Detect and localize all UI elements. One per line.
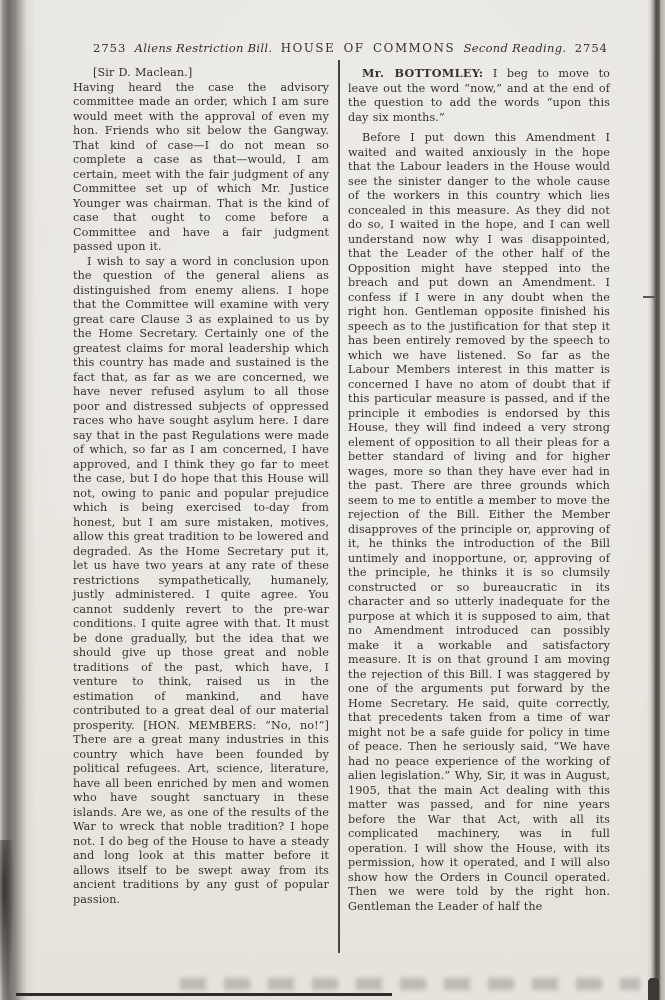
- running-title-left: Aliens Restriction Bill.: [134, 41, 273, 55]
- page-content: [73, 0, 610, 914]
- paragraph: I wish to say a word in conclusion upon the question of the general aliens as distinguished from enemy aliens. I hope that the Committee will examine with very great care Clause 3 as explained to us by the Home Secretary. Certainly one of the greatest claims for moral leadership which this country has made and sustained is the fact that, as far as we are concerned, we have never refused asylum to all those poor and distressed subjects of oppressed races who have sought asylum here. I dare say that in the past Regulations were made of which, so far as I am concerned, I have approved, and I think they go far to meet the case, but I do hope that this House will not, owing to panic and popular prejudice which is being exercised to-day from honest, but I am sure mistaken, motives, allow this great tradition to be lowered and degraded. As the Home Secretary put it, let us have two years at any rate of these restrictions sympathetically, humanely, justly administered. I quite agree. You cannot suddenly revert to the pre-war conditions. I quite agree with that. It must be done gradually, but the idea that we should give up those great and noble traditions of the past, which have, I venture to think, raised us in the estimation of mankind, and have contributed to a great deal of our material prosperity. [HON. MEMBERS: “No, no!”] There are a great many industries in this country which have been founded by political refugees. Art, science, literature, have all been enriched by men and women who have sought sanctuary in these islands. Are we, as one of the results of the War to wreck that noble tradition? I hope not. I do beg of the House to have a steady and long look at this matter before it allows itself to be swept away from its ancient traditions by any gust of popular passion.: [73, 254, 329, 906]
- scan-artifact-line: [16, 993, 392, 996]
- scan-artifact-smudge: [180, 978, 640, 990]
- speaker-continuation-ref: [Sir D. Maclean.]: [93, 66, 193, 79]
- speech-text: I beg to move to leave out the word “now,” and at the end of the question to add the words “upon this day six months.”: [348, 67, 611, 124]
- folio-number-right: 2754: [574, 41, 608, 55]
- text-columns: [73, 66, 610, 914]
- running-header: [73, 41, 610, 55]
- paragraph: Before I put down this Amendment I waited and waited anxiously in the hope that the Labour leaders in the House would see the sinister danger to the whole cause of the workers in this country which lies concealed in this measure. As they did not do so, I waited in the hope, and I can well understand now why I was disappointed, that the Leader of the other half of the Opposition might have stepped into the breach and put down an Amendment. I confess if I were in any doubt when the right hon. Gentleman opposite finished his speech as to the justification for that step it has been entirely removed by the speech to which we have listened. So far as the Labour Members interest in this matter is concerned I have no atom of doubt that if this particular measure is passed, and if the principle it embodies is endorsed by this House, they will find indeed a very strong element of opposition to all their pleas for a better standard of living and for higher wages, more so than they have ever had in the past. There are three grounds which seem to me to entitle a member to move the rejection of the Bill. Either the Member disapproves of the principle or, approving of it, he thinks the introduction of the Bill untimely and inopportune, or, approving of the principle, he thinks it is so clumsily constructed or so bureaucratic in its character and so utterly inadequate for the purpose at which it is supposed to aim, that no Amendment introduced can possibly make it a workable and satisfactory measure. It is on that ground I am moving the rejection of this Bill. I was staggered by one of the arguments put forward by the Home Secretary. He said, quite correctly, that precedents taken from a time of war might not be a safe guide for policy in time of peace. Then he seriously said, “We have had no peace experience of the working of alien legislation.” Why, Sir, it was in August, 1905, that the main Act dealing with this matter was passed, and for nine years before the War that Act, with all its complicated machinery, was in full operation. I will show the House, with its permission, how it operated, and I will also show how the Orders in Council operated. Then we were told by the right hon. Gentleman the Leader of half the: [348, 131, 610, 913]
- scan-artifact-corner-mark: [648, 978, 659, 1000]
- running-title-center: HOUSE OF COMMONS: [280, 41, 456, 55]
- speech-opening-paragraph: [348, 66, 610, 125]
- page-edge-shadow: [647, 0, 665, 1000]
- column-divider: [338, 60, 340, 953]
- left-column: [73, 66, 329, 914]
- book-binding-edge: [0, 0, 36, 1000]
- paragraph: Having heard the case the advisory committee made an order, which I am sure would meet with the approval of even my hon. Friends who sit below the Gangway. That kind of case—I do not mean so complete a case as that—would, I am certain, meet with the fair judgment of any Committee set up of which Mr. Justice Younger was chairman. That is the kind of case that ought to come before a Committee and have a fair judgment passed upon it.: [73, 80, 329, 253]
- scan-artifact-tick: [643, 296, 655, 298]
- right-column: [348, 66, 610, 914]
- running-title-right: Second Reading.: [463, 41, 567, 55]
- speaker-name: Mr. BOTTOMLEY:: [362, 66, 484, 80]
- folio-number-left: 2753: [93, 41, 127, 55]
